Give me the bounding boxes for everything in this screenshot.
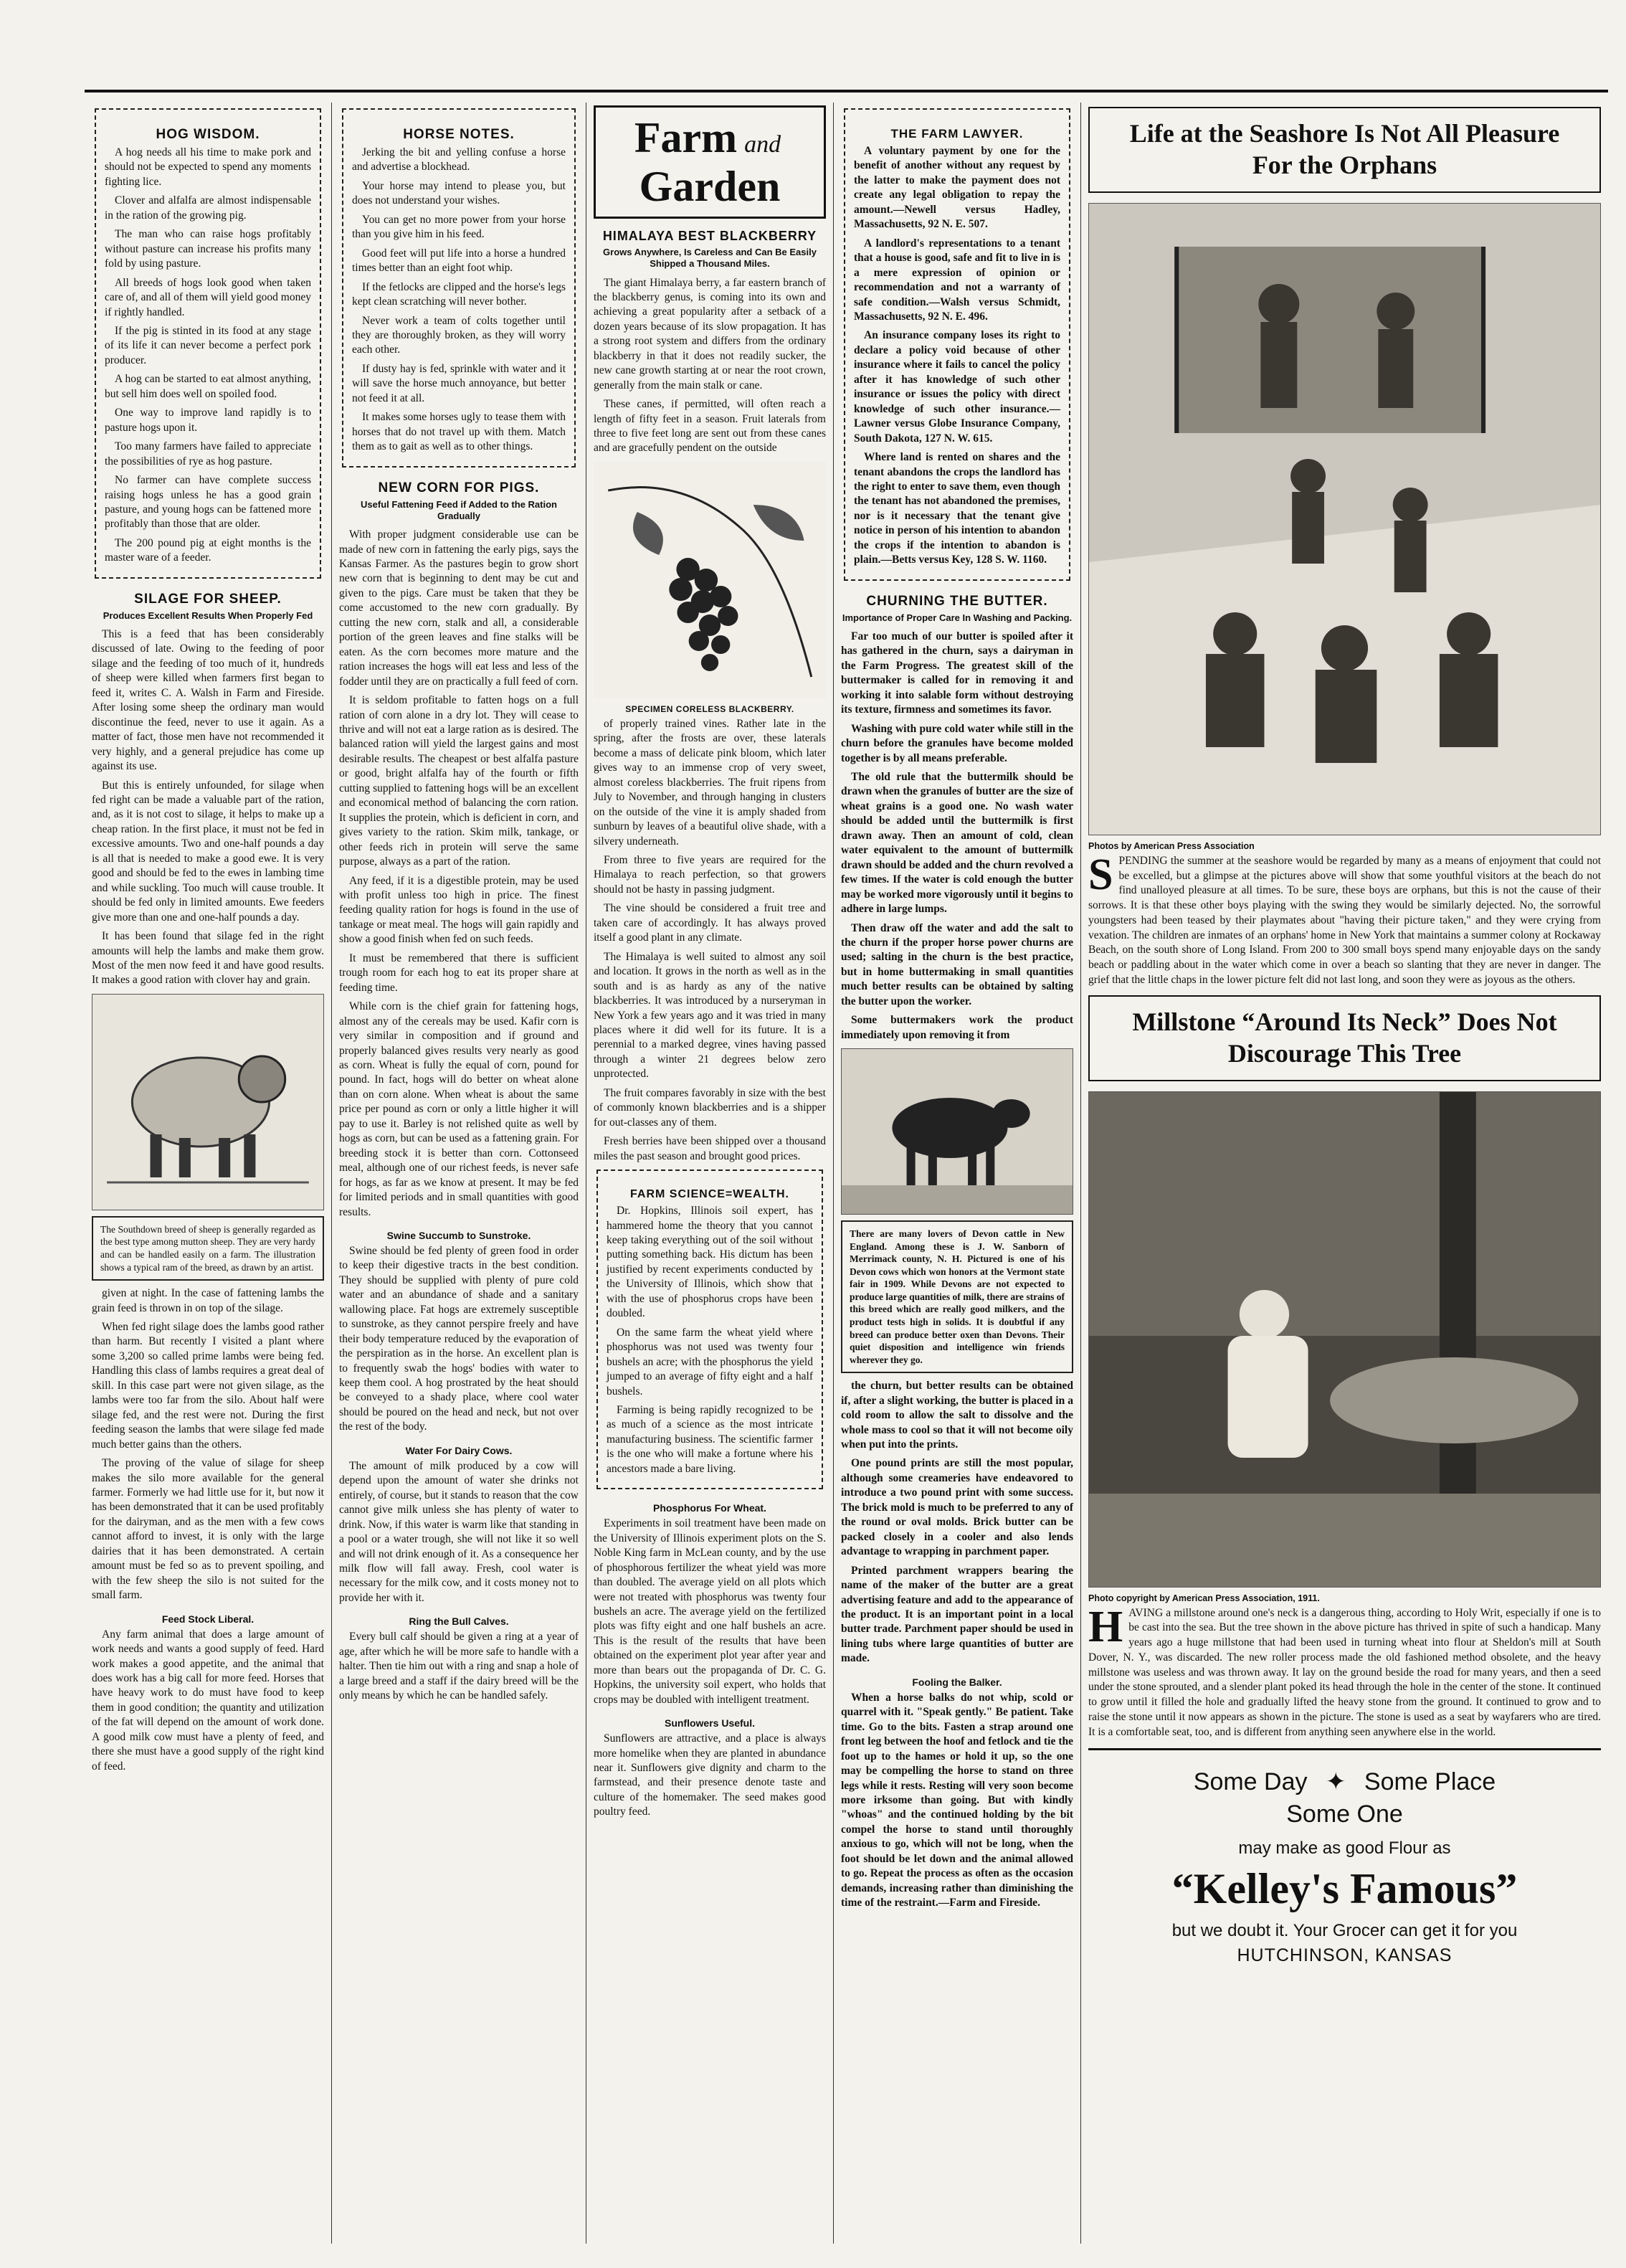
lawyer-paragraph: A landlord's representations to a tenant that a house is good, safe and fit to live in is a mere expression of opinion or recommendation and not a warranty of safe condition.—Walsh versus Schmidt, Massachusetts, 92 N. E. 496. [854,237,1060,323]
balker-headline: Fooling the Balker. [912,1676,1002,1688]
churning-paragraph: Printed parchment wrappers bearing the name of the maker of the butter are a great advertising feature and add to the appearance of the product. It is an important point in a local butter trade. Parchment paper should be used in lining tubs where large quantities of butter are made. [841,1564,1073,1665]
seashore-drop-cap: S [1088,850,1113,899]
sheep-caption-box [92,1216,324,1281]
churning-paragraph: Washing with pure cold water while still in the churn before the granules have become molded together is by all means preferable. [841,722,1073,764]
blackberry-paragraph: The giant Himalaya berry, a far eastern branch of the blackberry genus, is coming into its own and achieving a great popularity after a setback of a dozen years because of its slow propagation. It has a strong root system and differs from the ordinary blackberry in that it does not readily sucker, the new cane growth starting at or near the root crown, generally from the main stalk or cane. [594,276,826,392]
ad-location: HUTCHINSON, KANSAS [1237,1945,1453,1966]
horse-paragraph: You can get no more power from your horse than you give him in his feed. [352,213,566,241]
ad-may-make: may make as good Flour as [1238,1838,1451,1859]
ring-bull-headline: Ring the Bull Calves. [409,1615,509,1628]
corn-paragraph: It must be remembered that there is sufficient trough room for each hog to eat its proper share at feeding time. [339,952,579,994]
ring-bull-paragraph: Every bull calf should be given a ring at a year of age, after which he will be more safe to handle with a halter. Then tie him out with a ring and snap a hole of a large breed and a staff if the dairy breed will be the only means by which he can be handled safely. [339,1631,579,1702]
hog-paragraph: All breeds of hogs look good when taken care of, and all of them will yield good money if rightly handled. [105,276,311,318]
science-paragraph: On the same farm the wheat yield where phosphorus was not used was twenty four bushels an acre; with the phosphorus the yield jumped to an average of fifty eight and a half bushels. [607,1326,813,1398]
blackberry-illustration [594,462,826,698]
column-1 [85,103,332,2244]
farm-lawyer-headline: THE FARM LAWYER. [890,127,1024,141]
column-5 [1081,103,1608,2244]
ad-some-one: Some One [1286,1800,1403,1828]
hog-paragraph: A hog can be started to eat almost anything, but sell him does well on spoiled food. [105,373,311,400]
silage-headline: SILAGE FOR SHEEP. [134,591,282,607]
newspaper-page [85,90,1608,2244]
millstone-story [1088,1602,1601,1740]
ad-brand-name: “Kelley's Famous” [1171,1865,1518,1913]
millstone-photo [1088,1091,1601,1588]
churning-paragraph: Some buttermakers work the product immediately upon removing it from [841,1014,1073,1041]
millstone-photo-credit: Photo copyright by American Press Association, 1911. [1088,1593,1320,1603]
blackberry-caption: SPECIMEN CORELESS BLACKBERRY. [625,703,794,714]
hog-wisdom-headline: HOG WISDOM. [156,127,260,142]
ad-some-day: Some Day [1193,1768,1308,1796]
devon-cow-photo [841,1048,1073,1215]
horse-paragraph: Never work a team of colts together until they are thoroughly broken, as they will worry each other. [352,314,566,356]
phosphorus-headline: Phosphorus For Wheat. [653,1502,766,1514]
balker-paragraph: When a horse balks do not whip, scold or quarrel with it. "Speak gently." Be patient. Take time. Go to the bits. Fasten a strap around one front leg between the hoof and fetlock and tie the foot up to the hames or hold it up, so the one may be compelling the horse to stand on three legs while it rests. Resting will very soon become more irksome than going. But with kindly "whoas" and the continued holding by the bit compel the horse to stand until thoroughly anxious to go, which will not be long, when the foot should be let down and the animal allowed to go. Repeat the process as often as the occasion demands, increasing rather than diminishing the time of the restraint.—Farm and Fireside. [841,1691,1073,1909]
science-paragraph: Farming is being rapidly recognized to be as much of a science as the most intricate manufacturing business. The scientific farmer is the one who will make a fortune where his ancestors made a bare living. [607,1403,813,1475]
farm-science-box [596,1169,823,1489]
cow-caption: There are many lovers of Devon cattle in New England. Among these is J. W. Sanborn of Merrimack county, N. H. Pictured is one of his Devon cows which won honors at the Vermont state fair in 1909. While Devons are not expected to produce large quantities of milk, there are strains of this breed which are really good milkers, and the product tests high in solids. It is doubtful if any breed can produce better oxen than Devons. Their quiet disposition and intelligence win friends wherever they go. [850,1228,1065,1365]
phosphorus-paragraph: Experiments in soil treatment have been made on the University of Illinois experiment plots on the S. Noble King farm in McLean county, and by the use of phosphorous fertilizer the wheat yield was more than doubled. The average yield on all plots which were not treated with phosphorus was twenty four bushels an acre. The average yield on the fertilized plots was fifty eight and one half bushels an acre. This is the result of the results that have been obtained on the experiment plot year after year and more than bears out the propaganda of Dr. C. G. Hopkins, the university soil expert, who holds that crops may be doubled with intelligent treatment. [594,1517,826,1706]
ornament-icon: ✦ [1325,1768,1346,1796]
sunstroke-headline: Swine Succumb to Sunstroke. [386,1229,531,1241]
hog-paragraph: The man who can raise hogs profitably without pasture can increase his profits many fold by using pasture. [105,228,311,270]
churning-paragraph: Then draw off the water and add the salt to the churn if the proper horse power churns are used; salting in the churn is the best practice, but in home buttermaking in small quantities much better results can be obtained by salting the butter upon the worker. [841,921,1073,1007]
ad-some-place: Some Place [1364,1768,1496,1796]
sunstroke-paragraph: Swine should be fed plenty of green food in order to keep their digestive tracts in the best condition. They should be supplied with plenty of pure cold water and an abundance of shade and a sanitary wallowing place. Fat hogs are extremely susceptible to sunstroke, as they cannot perspire freely and have their body temperature reduced by the evaporation of the perspiration as in the horse. An excellent plan is to frequently swab the hogs' bodies with water to keep them cool. A hog prostrated by the heat should be conveyed to a shady place, where cool water should be poured on the head and neck, but not over the rest of the body. [339,1244,579,1433]
blackberry-paragraph: These canes, if permitted, will often reach a length of fifty feet in a season. Fruit laterals from three to five feet long are sent out from these canes and are gracefully pendent on the outside [594,398,826,455]
silage-paragraph: This is a feed that has been considerably discussed of late. Owing to the feeding of poor silage and the feeding of too much of it, hundreds of sheep were killed when farmers first began to feed it, writes C. A. Walsh in Farm and Fireside. After losing some sheep the ordinary man would discontinue the feed, never to use it again. As a matter of fact, those men have not recommended it very highly, and a general prejudice has come up against its use. [92,628,324,773]
masthead-word-and: and [744,131,781,158]
masthead-word-garden: Garden [639,163,781,210]
farm-lawyer-box [844,108,1070,581]
sunflowers-headline: Sunflowers Useful. [664,1717,756,1730]
blackberry-subhead: Grows Anywhere, Is Careless and Can Be Easily Shipped a Thousand Miles. [603,247,817,270]
ad-grocer-line: but we doubt it. Your Grocer can get it for you [1171,1921,1518,1941]
blackberry-paragraph: The vine should be considered a fruit tree and taken care of accordingly. It has always proved itself a good plant in any climate. [594,902,826,944]
cow-icon [842,1049,1073,1214]
sunflowers-paragraph: Sunflowers are attractive, and a place is always more homelike when they are planted in abundance near it. Sunflowers give dignity and charm to the farmstead, and their presence denote taste and culture of the homemaker. The seed makes good poultry feed. [594,1732,826,1818]
water-paragraph: The amount of milk produced by a cow will depend upon the amount of water she drinks not entirely, of course, but it stands to reason that the cow cannot give milk unless she has plenty of water to drink. Now, if this water is warm like that standing in a pool or a water trough, she will not like it so well and will not drink enough of it. As a consequence her milk flow will fall away. Fresh, cool water is necessary for the milk cow, and it costs money not to provide her with it. [339,1459,579,1604]
silage-paragraph: But this is entirely unfounded, for silage when fed right can be made a valuable part of the ration, and, as it is not cost to silage, it helps to make up a cheap ration. In the first place, it must not be fed in excessive amounts. Two and one-half pounds a day is all that is needed to make a good ewe. It is very good and should be fed to the ewes in lambing time and while suckling. Too much will cause trouble. It should be fed only in limited amounts. Ewe feeders give more than one and one-half pounds a day. [92,779,324,924]
sheep-caption: The Southdown breed of sheep is generally regarded as the best type among mutton sheep. They are very hardy and can be handled easily on a farm. The illustration shows a typical ram of the breed, as drawn by an artist. [100,1223,315,1273]
blackberry-headline: HIMALAYA BEST BLACKBERRY [602,229,817,243]
ad-line-some-day [1088,1768,1601,1796]
tree-icon [1089,1092,1600,1587]
feed-stock-paragraph: Any farm animal that does a large amount of work needs and wants a good supply of feed. Hard work makes a good appetite, and the animal that does work has a big call for more feed. Horses that have heavy work to do must have food to keep them in good condition; the quantity and utilization of the fat will depend on the amount of work done. A good milk cow must have a plenty of feed, and there she must have a good supply of the right kind of feed. [92,1628,324,1773]
blackberry-paragraph: Fresh berries have been shipped over a thousand miles the past season and brought good prices. [594,1135,826,1162]
lawyer-paragraph: A voluntary payment by one for the benefit of another without any request by the latter to make the payment does not create any legal obligation to repay the amount.—Newell versus Hadley, Massachusetts, 92 N. E. 507. [854,145,1060,231]
hog-paragraph: Too many farmers have failed to appreciate the possibilities of rye as hog pasture. [105,440,311,468]
new-corn-headline: NEW CORN FOR PIGS. [378,480,540,495]
horse-paragraph: Good feet will put life into a horse a hundred times better than an eight foot whip. [352,247,566,275]
hog-paragraph: No farmer can have complete success raising hogs unless he has a good grain pasture, and young hogs can be fattened more profitably than those that are older. [105,474,311,531]
hog-wisdom-box [95,108,321,579]
horse-paragraph: Your horse may intend to please you, but does not understand your wishes. [352,179,566,207]
silage-paragraph: When fed right silage does the lambs good rather than harm. But recently I visited a plant where some 3,200 so called prime lambs were being fed. Handling this class of lambs requires a great deal of skill. In this case part were not given silage, as the lambs were too far from the silo. About half were silage fed, and the rest were not. During the first feeding season the lambs that were silage fed made much better gains than the others. [92,1321,324,1451]
seashore-story [1088,850,1601,988]
farm-and-garden-masthead [594,105,826,219]
lawyer-paragraph: An insurance company loses its right to declare a policy void because of other insurance where it fails to cancel the policy after it has knowledge of such other insurance or issues the policy with direct knowledge of such other insurance.—Lawner versus Globe Insurance Company, South Dakota, 127 N. W. 615. [854,329,1060,445]
horse-paragraph: It makes some horses ugly to tease them with horses that do not travel up with them. Match them as to gait as well as to other things. [352,411,566,453]
silage-paragraph: It has been found that silage fed in the right amounts will help the lambs and make them grow. Most of the men now feed it and have good results. It makes a good ration with clover hay and grain. [92,930,324,987]
churning-paragraph: Far too much of our butter is spoiled after it has gathered in the churn, says a dairyman in the Farm Progress. The greatest skill of the buttermaker is called for in removing it and working it into salable form without destroying its texture, firmness and sometimes its favor. [841,630,1073,716]
orphans-photo [1088,203,1601,835]
churning-paragraph: the churn, but better results can be obtained if, after a slight working, the butter is placed in a cold room to allow the salt to dissolve and the whole mass to cool so that it will not become oily when put into the prints. [841,1380,1073,1451]
churning-subhead: Importance of Proper Care In Washing and Packing. [842,612,1073,623]
blackberry-icon [594,462,826,698]
hog-paragraph: If the pig is stinted in its food at any stage of its life it can never become a perfect pork producer. [105,324,311,366]
churning-headline: CHURNING THE BUTTER. [866,593,1048,609]
corn-paragraph: With proper judgment considerable use can be made of new corn in fattening the early pigs, says the Kansas Farmer. As the pastures begin to grow short new corn that is beginning to dent may be cut and given to the pigs. Care must be taken that they be come accustomed to the new corn gradually. By cutting the new corn, stalk and all, a considerable portion of the green leaves and fine stalks will be eaten. As the corn becomes more mature and the ration increases the hogs will eat less and less of the fodder until they are on practically a full feed of corn. [339,528,579,688]
column-4 [834,103,1081,2244]
silage-paragraph: given at night. In the case of fattening lambs the grain feed is thrown in on top of the silage. [92,1287,324,1314]
blackberry-paragraph: of properly trained vines. Rather late in the spring, after the frosts are over, these laterals become a mass of delicate pink bloom, which later gives way to an immense crop of very sweet, almost coreless blackberries. The fruit ripens from July to November, and through hanging in clusters on the outside of the vine it is amply shaded from sunburn by leaves of a beautiful olive shade, with a silvery underneath. [594,717,826,848]
seashore-story-text: PENDING the summer at the seashore would be regarded by many as a means of enjoyment that could not be excelled, but a glimpse at the pictures above will show that some youthful visitors at the beach do not find unalloyed pleasure at all times. To be sure, these boys are orphans, but this is not the cause of their sorrows. It is that these other boys playing with the swing they would be similarly dejected. No, the sorrowful youngsters had been teased by their playmates about "having their picture taken," and they were crying from vexation. The children are inmates of an orphans' home in New York that maintains a summer colony at Rockaway Beach, on the south shore of Long Island. From 200 to 300 small boys spend many enjoyable days on the sandy beach or paddling about in the water which come in over a beach so slanting that they are never in danger. The grief that the little chaps in the lower picture felt did not last long, and soon they were as joyous as the others. [1088,854,1601,986]
corn-paragraph: While corn is the chief grain for fattening hogs, almost any of the cereals may be used. Kafir corn is very similar in composition and if ground and properly balanced gives results very nearly as good as corn. Wheat is fully the equal of corn, pound for pound. In fact, hogs will do better on wheat alone than on corn alone. When wheat is about the same price per pound as corn or only a little higher it will pay to use it. Barley is not relished quite as well by hogs as corn, but can be used as a fattening grain. For breeding stock it is better than corn. Cottonseed meal, although one of our richest feeds, is never safe for hogs, as far as we know at present. It may be fed for limited periods and in small quantities with good results. [339,1000,579,1218]
farm-science-headline: FARM SCIENCE=WEALTH. [630,1188,789,1201]
blackberry-paragraph: The Himalaya is well suited to almost any soil and location. It grows in the north as well as in the south and is as hardy as any of the native blackberries. It was introduced by a nurseryman in New York a few years ago and it was tried in many places where it did well for its future. It is a perennial to a marked degree, vines having passed through a winter 21 degrees below zero unprotected. [594,950,826,1081]
hog-paragraph: Clover and alfalfa are almost indispensable in the ration of the growing pig. [105,194,311,222]
seashore-photo-credit: Photos by American Press Association [1088,840,1255,851]
millstone-story-text: AVING a millstone around one's neck is a dangerous thing, according to Holy Writ, especially if one is to be cast into the sea. But the tree shown in the above picture has thrived in spite of such a handicap. Many years ago a huge millstone that had been used in turning wheat into flour at Sheldon's mill at South Dover, N. Y., was discarded. The new roller process made the old fashioned method obsolete, and the heavy millstone was useless and was thrown away. It lay on the ground beside the road for many years, and then a seed under the stone sprouted, and a slender plant poked its head through the hole in the center of the stone. It continued to grow until it filled the hole and gradually lifted the heavy stone from the ground. It continued to grow and to raise the stone until it now appears as shown in the picture. The stone is used as a seat by wayfarers who are tired. It is a comfortable seat, too, and is different from anything seen anywhere else in the world. [1088,1606,1601,1738]
column-3 [586,103,834,2244]
horse-paragraph: If dusty hay is fed, sprinkle with water and it will save the horse much annoyance, but better not feed it at all. [352,362,566,404]
kelleys-famous-ad [1088,1748,1601,1966]
horse-notes-headline: HORSE NOTES. [403,127,515,142]
column-2 [332,103,586,2244]
churning-paragraph: The old rule that the buttermilk should be drawn when the granules of butter are the size of wheat grains is a good one. No wash water should be added until the buttermilk is first drawn away. Then an amount of cold, clean water equivalent to the amount of buttermilk drawn should be added and the churn revolved a few times. If the water is cold enough the butter may be worked more vigorously until it begins to adhere in large lumps. [841,771,1073,916]
blackberry-paragraph: The fruit compares favorably in size with the best of commonly known blackberries and is a shipper for out-classes any of them. [594,1086,826,1129]
lawyer-paragraph: Where land is rented on shares and the tenant abandons the crops the landlord has the right to enter to save them, even though the tenant has not abandoned the premises, nor is it necessary that the tenant give notice in person of his intention to abandon the crops if the intention to abandon is plain.—Betts versus Key, 128 S. W. 1160. [854,451,1060,566]
churning-paragraph: One pound prints are still the most popular, although some creameries have endeavored to introduce a two pound print with some success. The brick mold is much to be preferred to any of the round or oval molds. Brick butter can be packed closely in a cooler and also lends advantage to wrapping in parchment paper. [841,1457,1073,1558]
feed-stock-headline: Feed Stock Liberal. [161,1613,255,1625]
hog-paragraph: One way to improve land rapidly is to pasture hogs upon it. [105,407,311,434]
cow-caption-box [841,1220,1073,1373]
hog-paragraph: A hog needs all his time to make pork and should not be expected to spend any moments fighting lice. [105,146,311,188]
blackberry-paragraph: From three to five years are required for the Himalaya to reach perfection, so that growers should not be hasty in passing judgment. [594,854,826,896]
new-corn-subhead: Useful Fattening Feed if Added to the Ration Gradually [361,498,557,521]
millstone-headline: Millstone “Around Its Neck” Does Not Discourage This Tree [1088,995,1601,1081]
horse-paragraph: Jerking the bit and yelling confuse a horse and advertise a blockhead. [352,146,566,174]
hog-paragraph: The 200 pound pig at eight months is the master ware of a feeder. [105,536,311,564]
horse-paragraph: If the fetlocks are clipped and the horse's legs kept clean scratching will never bother. [352,280,566,308]
silage-paragraph: The proving of the value of silage for sheep makes the silo more available for the general farmer. Formerly we had little use for it, but now it has been demonstrated that it can be used profitably for the dairyman, and as the men with a few cows cannot afford to invest, it is only with the large dairies that it has been demonstrated. A certain amount must be fed so as to prevent spoiling, and with the few sheep the silo is not suited for the small farm. [92,1457,324,1602]
silage-subhead: Produces Excellent Results When Properly Fed [103,609,313,621]
seashore-headline: Life at the Seashore Is Not All Pleasure For the Orphans [1088,107,1601,193]
corn-paragraph: It is seldom profitable to fatten hogs on a full ration of corn alone in a dry lot. They will cease to thrive and will not eat a large ration as is desired. The balanced ration will yield the largest gains and most desirable results. The cheapest or best alfalfa pasture or good, bright alfalfa hay of the fourth or fifth cutting supplied to fattening hogs will be an excellent and economical method of balancing the corn ration. It supplies the protein, which is deficient in corn, and gives variety to the ration. Skim milk, tankage, or other feeds rich in protein will serve the same purpose, always as a part of the ration. [339,694,579,868]
sheep-icon [92,995,323,1210]
water-headline: Water For Dairy Cows. [405,1444,513,1456]
millstone-drop-cap: H [1088,1602,1123,1651]
science-paragraph: Dr. Hopkins, Illinois soil expert, has hammered home the theory that you cannot keep taking everything out of the soil without putting something back. His dictum has been justified by recent experiments conducted by the University of Illinois, which show that with the use of phosphorus crops have been doubled. [607,1205,813,1320]
sheep-illustration [92,994,324,1210]
photo-icon [1089,204,1600,835]
masthead-word-farm: Farm [634,114,738,161]
corn-paragraph: Any feed, if it is a digestible protein, may be used with profit unless too high in price. The finest feeding quality ration for hogs is found in the use of tankage or meat meal. The hogs will gain rapidly and show a good finish when fed on such feeds. [339,874,579,946]
horse-notes-box [342,108,576,468]
